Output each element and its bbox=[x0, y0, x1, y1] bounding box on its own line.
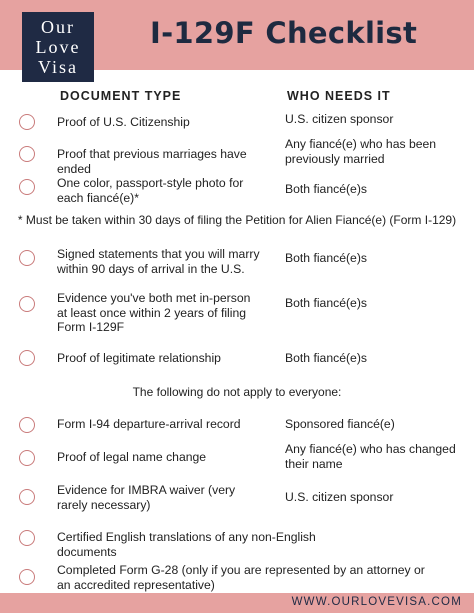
checkbox-circle[interactable] bbox=[19, 569, 35, 585]
document-type: One color, passport-style photo for each fiancé(e)* bbox=[57, 176, 244, 205]
checkbox-circle[interactable] bbox=[19, 350, 35, 366]
checkbox-circle[interactable] bbox=[19, 179, 35, 195]
who-needs-it: Sponsored fiancé(e) bbox=[285, 417, 395, 431]
document-type: Form I-94 departure-arrival record bbox=[57, 417, 241, 431]
who-needs-it: U.S. citizen sponsor bbox=[285, 490, 394, 504]
document-type: Proof that previous marriages have ended bbox=[57, 147, 247, 176]
footer-band bbox=[0, 593, 474, 613]
who-needs-it: Both fiancé(e)s bbox=[285, 182, 367, 196]
who-needs-it: U.S. citizen sponsor bbox=[285, 112, 394, 126]
who-needs-it: Any fiancé(e) who has been previously married bbox=[285, 137, 437, 166]
checkbox-circle[interactable] bbox=[19, 450, 35, 466]
logo-line-2: Love bbox=[35, 37, 81, 57]
photo-footnote: * Must be taken within 30 days of filing the Petition for Alien Fiancé(e) (Form I-129) bbox=[17, 213, 457, 227]
document-type: Proof of legal name change bbox=[57, 450, 207, 464]
logo-line-1: Our bbox=[41, 17, 75, 37]
checkbox-circle[interactable] bbox=[19, 489, 35, 505]
brand-logo bbox=[22, 12, 94, 82]
document-type: Evidence you've both met in-person at least once within 2 years of filing Form I-129F bbox=[57, 291, 251, 334]
column-header-document-type: DOCUMENT TYPE bbox=[60, 89, 182, 103]
document-type: Certified English translations of any non-English documents bbox=[57, 530, 316, 559]
document-type: Signed statements that you will marry within 90 days of arrival in the U.S. bbox=[57, 247, 260, 276]
who-needs-it: Any fiancé(e) who has changed their name bbox=[285, 442, 456, 471]
checkbox-circle[interactable] bbox=[19, 417, 35, 433]
column-header-who-needs-it: WHO NEEDS IT bbox=[287, 89, 391, 103]
checkbox-circle[interactable] bbox=[19, 146, 35, 162]
who-needs-it: Both fiancé(e)s bbox=[285, 351, 367, 365]
checkbox-circle[interactable] bbox=[19, 250, 35, 266]
logo-line-3: Visa bbox=[38, 57, 78, 77]
document-type: Proof of legitimate relationship bbox=[57, 351, 221, 365]
who-needs-it: Both fiancé(e)s bbox=[285, 251, 367, 265]
checkbox-circle[interactable] bbox=[19, 530, 35, 546]
who-needs-it: Both fiancé(e)s bbox=[285, 296, 367, 310]
section-divider-note: The following do not apply to everyone: bbox=[132, 385, 342, 399]
website-link[interactable]: WWW.OURLOVEVISA.COM bbox=[291, 596, 462, 608]
document-type: Evidence for IMBRA waiver (very rarely necessary) bbox=[57, 483, 236, 512]
page-title: I-129F Checklist bbox=[150, 16, 418, 50]
checkbox-circle[interactable] bbox=[19, 114, 35, 130]
document-type: Completed Form G-28 (only if you are represented by an attorney or an accredited representative) bbox=[57, 563, 425, 592]
checkbox-circle[interactable] bbox=[19, 296, 35, 312]
document-type: Proof of U.S. Citizenship bbox=[57, 115, 190, 129]
